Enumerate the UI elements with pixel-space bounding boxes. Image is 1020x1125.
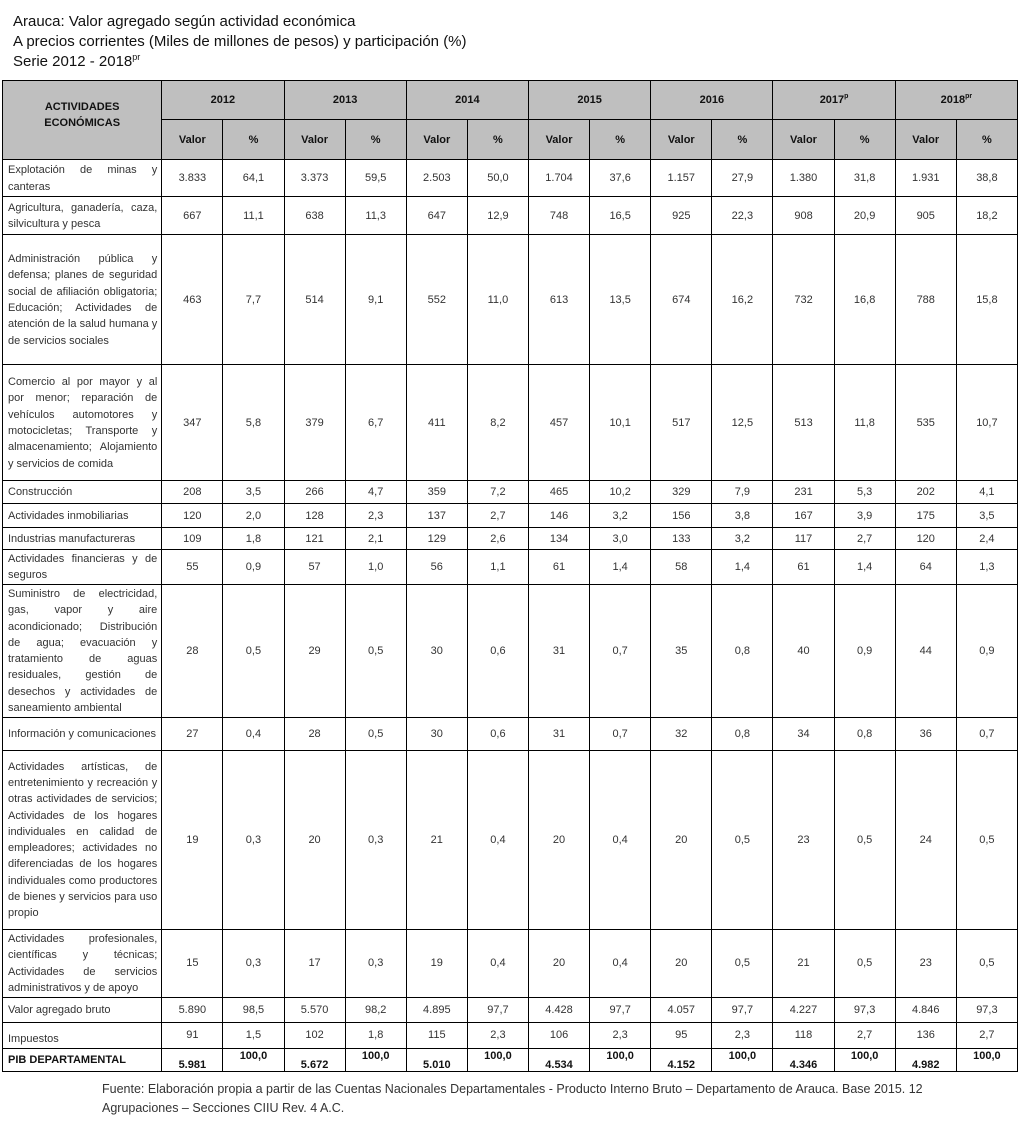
value-cell: 1.931 — [895, 160, 956, 197]
value-cell: 56 — [406, 550, 467, 585]
percent-cell: 1,5 — [223, 1022, 284, 1048]
value-cell: 109 — [162, 528, 223, 550]
value-cell: 23 — [895, 929, 956, 997]
percent-cell: 16,2 — [712, 235, 773, 365]
value-cell: 513 — [773, 365, 834, 481]
value-cell: 674 — [651, 235, 712, 365]
value-column-header: Valor — [162, 120, 223, 160]
value-cell: 23 — [773, 750, 834, 929]
value-cell: 146 — [528, 504, 589, 528]
table-row — [3, 750, 1018, 929]
percent-cell: 0,5 — [712, 750, 773, 929]
table-row — [3, 235, 1018, 365]
percent-cell: 1,3 — [956, 550, 1017, 585]
value-cell: 613 — [528, 235, 589, 365]
percent-column-header: % — [223, 120, 284, 160]
percent-cell: 100,0 — [956, 1048, 1017, 1071]
table-row — [3, 717, 1018, 750]
value-cell: 1.157 — [651, 160, 712, 197]
year-label: 2017 — [819, 94, 845, 106]
activity-column-header: ACTIVIDADES ECONÓMICAS — [3, 81, 162, 160]
value-cell: 57 — [284, 550, 345, 585]
value-cell: 120 — [162, 504, 223, 528]
value-cell: 4.428 — [528, 997, 589, 1022]
value-cell: 465 — [528, 481, 589, 504]
percent-cell: 0,3 — [223, 750, 284, 929]
activity-name: Administración pública y defensa; planes de seguridad social de afiliación obligatoria; Educación; Actividades de atención de la salud humana y de servicios sociales — [3, 235, 162, 365]
percent-cell: 2,7 — [956, 1022, 1017, 1048]
percent-cell: 7,7 — [223, 235, 284, 365]
value-cell: 347 — [162, 365, 223, 481]
percent-column-header: % — [590, 120, 651, 160]
percent-cell: 0,7 — [590, 717, 651, 750]
value-cell: 3.833 — [162, 160, 223, 197]
value-cell: 31 — [528, 584, 589, 717]
value-cell: 31 — [528, 717, 589, 750]
percent-cell: 98,2 — [345, 997, 406, 1022]
value-cell: 1.704 — [528, 160, 589, 197]
value-cell: 359 — [406, 481, 467, 504]
value-cell: 905 — [895, 197, 956, 235]
value-cell: 788 — [895, 235, 956, 365]
value-cell: 411 — [406, 365, 467, 481]
value-cell: 748 — [528, 197, 589, 235]
percent-cell: 2,0 — [223, 504, 284, 528]
value-cell: 908 — [773, 197, 834, 235]
percent-cell: 6,7 — [345, 365, 406, 481]
value-cell: 20 — [528, 929, 589, 997]
activity-name: Actividades inmobiliarias — [3, 504, 162, 528]
percent-cell: 31,8 — [834, 160, 895, 197]
percent-cell: 10,1 — [590, 365, 651, 481]
year-header — [406, 81, 528, 120]
table-row — [3, 929, 1018, 997]
value-cell: 24 — [895, 750, 956, 929]
table-row — [3, 1022, 1018, 1048]
value-cell: 5.890 — [162, 997, 223, 1022]
percent-cell: 1,4 — [712, 550, 773, 585]
value-cell: 925 — [651, 197, 712, 235]
value-cell: 36 — [895, 717, 956, 750]
percent-cell: 22,3 — [712, 197, 773, 235]
table-row — [3, 584, 1018, 717]
value-cell: 32 — [651, 717, 712, 750]
percent-cell: 1,8 — [345, 1022, 406, 1048]
percent-cell: 11,1 — [223, 197, 284, 235]
percent-cell: 12,9 — [467, 197, 528, 235]
percent-cell: 3,5 — [956, 504, 1017, 528]
percent-cell: 37,6 — [590, 160, 651, 197]
value-cell: 156 — [651, 504, 712, 528]
percent-cell: 1,0 — [345, 550, 406, 585]
value-cell: 34 — [773, 717, 834, 750]
value-cell: 3.373 — [284, 160, 345, 197]
activity-name: Actividades artísticas, de entretenimiento y recreación y otras actividades de servicios; Actividades de los hogares individuales en calidad de empleadores; actividades no diferenciadas de los hogares individuales como productores de bienes y servicios para uso propio — [3, 750, 162, 929]
value-column-header: Valor — [528, 120, 589, 160]
value-cell: 379 — [284, 365, 345, 481]
year-header-row — [3, 81, 1018, 120]
table-row — [3, 997, 1018, 1022]
percent-cell: 2,3 — [467, 1022, 528, 1048]
value-cell: 117 — [773, 528, 834, 550]
percent-cell: 2,1 — [345, 528, 406, 550]
value-cell: 667 — [162, 197, 223, 235]
table-body — [3, 160, 1018, 1072]
title-series-sup: pr — [132, 52, 141, 62]
percent-cell: 0,9 — [956, 584, 1017, 717]
percent-cell: 0,5 — [712, 929, 773, 997]
percent-cell: 4,7 — [345, 481, 406, 504]
percent-cell: 0,3 — [345, 750, 406, 929]
value-cell: 535 — [895, 365, 956, 481]
value-cell: 202 — [895, 481, 956, 504]
value-cell: 5.570 — [284, 997, 345, 1022]
value-cell: 5.981 — [162, 1048, 223, 1071]
activity-name: Actividades profesionales, científicas y técnicas; Actividades de servicios administrativos y de apoyo — [3, 929, 162, 997]
value-cell: 64 — [895, 550, 956, 585]
value-cell: 61 — [773, 550, 834, 585]
year-status-sup: pr — [965, 93, 973, 100]
percent-cell: 0,5 — [223, 584, 284, 717]
percent-cell: 1,1 — [467, 550, 528, 585]
value-cell: 28 — [162, 584, 223, 717]
activity-name: Agricultura, ganadería, caza, silvicultura y pesca — [3, 197, 162, 235]
value-cell: 61 — [528, 550, 589, 585]
percent-cell: 59,5 — [345, 160, 406, 197]
percent-cell: 100,0 — [712, 1048, 773, 1071]
percent-cell: 100,0 — [345, 1048, 406, 1071]
percent-cell: 0,4 — [467, 750, 528, 929]
percent-cell: 3,8 — [712, 504, 773, 528]
value-cell: 4.057 — [651, 997, 712, 1022]
percent-cell: 5,3 — [834, 481, 895, 504]
percent-cell: 7,2 — [467, 481, 528, 504]
percent-cell: 2,3 — [590, 1022, 651, 1048]
value-cell: 514 — [284, 235, 345, 365]
percent-cell: 97,7 — [712, 997, 773, 1022]
percent-cell: 3,0 — [590, 528, 651, 550]
percent-cell: 98,5 — [223, 997, 284, 1022]
percent-cell: 11,8 — [834, 365, 895, 481]
value-cell: 95 — [651, 1022, 712, 1048]
value-cell: 29 — [284, 584, 345, 717]
title-line-2: A precios corrientes (Miles de millones de pesos) y participación (%) — [13, 33, 467, 50]
value-cell: 15 — [162, 929, 223, 997]
percent-column-header: % — [467, 120, 528, 160]
activity-name: Suministro de electricidad, gas, vapor y aire acondicionado; Distribución de agua; evacuación y tratamiento de aguas residuales, gestión de desechos y actividades de saneamiento ambiental — [3, 584, 162, 717]
percent-cell: 0,6 — [467, 717, 528, 750]
value-cell: 4.895 — [406, 997, 467, 1022]
percent-cell: 0,9 — [834, 584, 895, 717]
percent-cell: 8,2 — [467, 365, 528, 481]
percent-cell: 97,7 — [590, 997, 651, 1022]
value-cell: 35 — [651, 584, 712, 717]
year-label: 2012 — [210, 94, 236, 106]
percent-cell: 97,3 — [834, 997, 895, 1022]
percent-cell: 0,4 — [467, 929, 528, 997]
value-cell: 231 — [773, 481, 834, 504]
value-column-header: Valor — [895, 120, 956, 160]
percent-cell: 10,7 — [956, 365, 1017, 481]
value-cell: 134 — [528, 528, 589, 550]
percent-cell: 0,5 — [345, 717, 406, 750]
percent-cell: 100,0 — [834, 1048, 895, 1071]
activity-name: Comercio al por mayor y al por menor; reparación de vehículos automotores y motocicletas; Transporte y almacenamiento; Alojamiento y servicios de comida — [3, 365, 162, 481]
value-cell: 517 — [651, 365, 712, 481]
percent-cell: 16,5 — [590, 197, 651, 235]
percent-cell: 0,9 — [223, 550, 284, 585]
value-cell: 4.346 — [773, 1048, 834, 1071]
percent-cell: 0,4 — [590, 750, 651, 929]
percent-cell: 10,2 — [590, 481, 651, 504]
value-cell: 40 — [773, 584, 834, 717]
table-row — [3, 160, 1018, 197]
value-cell: 20 — [284, 750, 345, 929]
value-cell: 266 — [284, 481, 345, 504]
percent-cell: 0,3 — [345, 929, 406, 997]
value-cell: 137 — [406, 504, 467, 528]
table-title — [13, 12, 467, 72]
percent-cell: 0,5 — [345, 584, 406, 717]
value-cell: 17 — [284, 929, 345, 997]
percent-cell: 2,7 — [467, 504, 528, 528]
percent-column-header: % — [956, 120, 1017, 160]
value-cell: 133 — [651, 528, 712, 550]
percent-cell: 2,3 — [712, 1022, 773, 1048]
value-cell: 2.503 — [406, 160, 467, 197]
value-cell: 167 — [773, 504, 834, 528]
table-row — [3, 481, 1018, 504]
percent-cell: 0,6 — [467, 584, 528, 717]
value-cell: 4.152 — [651, 1048, 712, 1071]
value-cell: 5.672 — [284, 1048, 345, 1071]
year-header — [651, 81, 773, 120]
percent-cell: 5,8 — [223, 365, 284, 481]
value-cell: 4.982 — [895, 1048, 956, 1071]
value-cell: 91 — [162, 1022, 223, 1048]
activity-name: Valor agregado bruto — [3, 997, 162, 1022]
table-row — [3, 197, 1018, 235]
percent-cell: 100,0 — [223, 1048, 284, 1071]
value-cell: 175 — [895, 504, 956, 528]
percent-cell: 0,5 — [956, 929, 1017, 997]
percent-cell: 2,3 — [345, 504, 406, 528]
percent-cell: 38,8 — [956, 160, 1017, 197]
percent-cell: 2,4 — [956, 528, 1017, 550]
value-cell: 128 — [284, 504, 345, 528]
value-cell: 102 — [284, 1022, 345, 1048]
percent-cell: 15,8 — [956, 235, 1017, 365]
percent-cell: 0,7 — [590, 584, 651, 717]
year-header — [162, 81, 284, 120]
value-cell: 27 — [162, 717, 223, 750]
percent-cell: 100,0 — [590, 1048, 651, 1071]
value-cell: 30 — [406, 584, 467, 717]
percent-cell: 0,8 — [712, 584, 773, 717]
table-row — [3, 550, 1018, 585]
year-label: 2014 — [455, 94, 480, 106]
value-cell: 30 — [406, 717, 467, 750]
percent-cell: 18,2 — [956, 197, 1017, 235]
value-cell: 21 — [406, 750, 467, 929]
year-label: 2013 — [332, 94, 358, 106]
percent-cell: 2,7 — [834, 528, 895, 550]
percent-cell: 97,7 — [467, 997, 528, 1022]
value-cell: 5.010 — [406, 1048, 467, 1071]
activity-name: Explotación de minas y canteras — [3, 160, 162, 197]
value-cell: 19 — [162, 750, 223, 929]
percent-cell: 0,8 — [834, 717, 895, 750]
value-cell: 4.846 — [895, 997, 956, 1022]
percent-cell: 2,6 — [467, 528, 528, 550]
year-header — [528, 81, 650, 120]
value-cell: 121 — [284, 528, 345, 550]
percent-cell: 3,2 — [712, 528, 773, 550]
value-cell: 136 — [895, 1022, 956, 1048]
value-cell: 20 — [651, 929, 712, 997]
percent-cell: 1,4 — [834, 550, 895, 585]
percent-cell: 4,1 — [956, 481, 1017, 504]
value-column-header: Valor — [651, 120, 712, 160]
percent-cell: 3,9 — [834, 504, 895, 528]
activity-name: Industrias manufactureras — [3, 528, 162, 550]
percent-cell: 20,9 — [834, 197, 895, 235]
value-cell: 732 — [773, 235, 834, 365]
percent-cell: 0,4 — [223, 717, 284, 750]
value-cell: 19 — [406, 929, 467, 997]
percent-cell: 12,5 — [712, 365, 773, 481]
value-cell: 55 — [162, 550, 223, 585]
title-line-3 — [13, 52, 467, 72]
value-cell: 129 — [406, 528, 467, 550]
value-cell: 638 — [284, 197, 345, 235]
value-cell: 106 — [528, 1022, 589, 1048]
value-cell: 4.534 — [528, 1048, 589, 1071]
value-cell: 1.380 — [773, 160, 834, 197]
value-cell: 329 — [651, 481, 712, 504]
value-cell: 21 — [773, 929, 834, 997]
percent-cell: 64,1 — [223, 160, 284, 197]
percent-cell: 0,4 — [590, 929, 651, 997]
year-label: 2016 — [699, 94, 725, 106]
year-header — [284, 81, 406, 120]
table-row — [3, 528, 1018, 550]
value-cell: 647 — [406, 197, 467, 235]
percent-cell: 1,4 — [590, 550, 651, 585]
percent-cell: 13,5 — [590, 235, 651, 365]
table-row — [3, 504, 1018, 528]
value-column-header: Valor — [284, 120, 345, 160]
value-cell: 4.227 — [773, 997, 834, 1022]
percent-cell: 1,8 — [223, 528, 284, 550]
value-cell: 44 — [895, 584, 956, 717]
percent-column-header: % — [834, 120, 895, 160]
value-cell: 120 — [895, 528, 956, 550]
percent-cell: 7,9 — [712, 481, 773, 504]
value-added-table — [2, 80, 1018, 1072]
percent-column-header: % — [712, 120, 773, 160]
activity-name: Actividades financieras y de seguros — [3, 550, 162, 585]
percent-cell: 3,2 — [590, 504, 651, 528]
percent-cell: 27,9 — [712, 160, 773, 197]
percent-cell: 97,3 — [956, 997, 1017, 1022]
value-cell: 463 — [162, 235, 223, 365]
percent-cell: 0,5 — [834, 750, 895, 929]
title-series: Serie 2012 - 2018 — [13, 53, 133, 70]
percent-cell: 9,1 — [345, 235, 406, 365]
value-cell: 58 — [651, 550, 712, 585]
percent-cell: 0,8 — [712, 717, 773, 750]
percent-cell: 0,3 — [223, 929, 284, 997]
table-row — [3, 1048, 1018, 1071]
value-cell: 28 — [284, 717, 345, 750]
percent-cell: 0,5 — [956, 750, 1017, 929]
percent-cell: 50,0 — [467, 160, 528, 197]
percent-cell: 0,5 — [834, 929, 895, 997]
percent-cell: 0,7 — [956, 717, 1017, 750]
value-column-header: Valor — [773, 120, 834, 160]
value-cell: 118 — [773, 1022, 834, 1048]
percent-cell: 11,3 — [345, 197, 406, 235]
value-cell: 208 — [162, 481, 223, 504]
value-cell: 115 — [406, 1022, 467, 1048]
activity-name: Construcción — [3, 481, 162, 504]
value-cell: 20 — [528, 750, 589, 929]
value-cell: 20 — [651, 750, 712, 929]
value-cell: 457 — [528, 365, 589, 481]
value-column-header: Valor — [406, 120, 467, 160]
year-header — [895, 81, 1017, 120]
percent-cell: 11,0 — [467, 235, 528, 365]
source-note: Fuente: Elaboración propia a partir de las Cuentas Nacionales Departamentales - Producto Interno Bruto – Departamento de Arauca. Base 2015. 12 Agrupaciones – Secciones CIIU Rev. 4 A.C. — [102, 1082, 923, 1115]
value-cell: 552 — [406, 235, 467, 365]
activity-name: Información y comunicaciones — [3, 717, 162, 750]
percent-cell: 100,0 — [467, 1048, 528, 1071]
title-line-1: Arauca: Valor agregado según actividad económica — [13, 13, 356, 30]
percent-cell: 3,5 — [223, 481, 284, 504]
year-label: 2018 — [940, 94, 966, 106]
year-header — [773, 81, 895, 120]
percent-cell: 2,7 — [834, 1022, 895, 1048]
activity-name: PIB DEPARTAMENTAL — [3, 1048, 162, 1071]
table-row — [3, 365, 1018, 481]
percent-column-header: % — [345, 120, 406, 160]
year-status-sup: p — [844, 93, 849, 100]
activity-name: Impuestos — [3, 1022, 162, 1048]
year-label: 2015 — [577, 94, 602, 106]
percent-cell: 16,8 — [834, 235, 895, 365]
